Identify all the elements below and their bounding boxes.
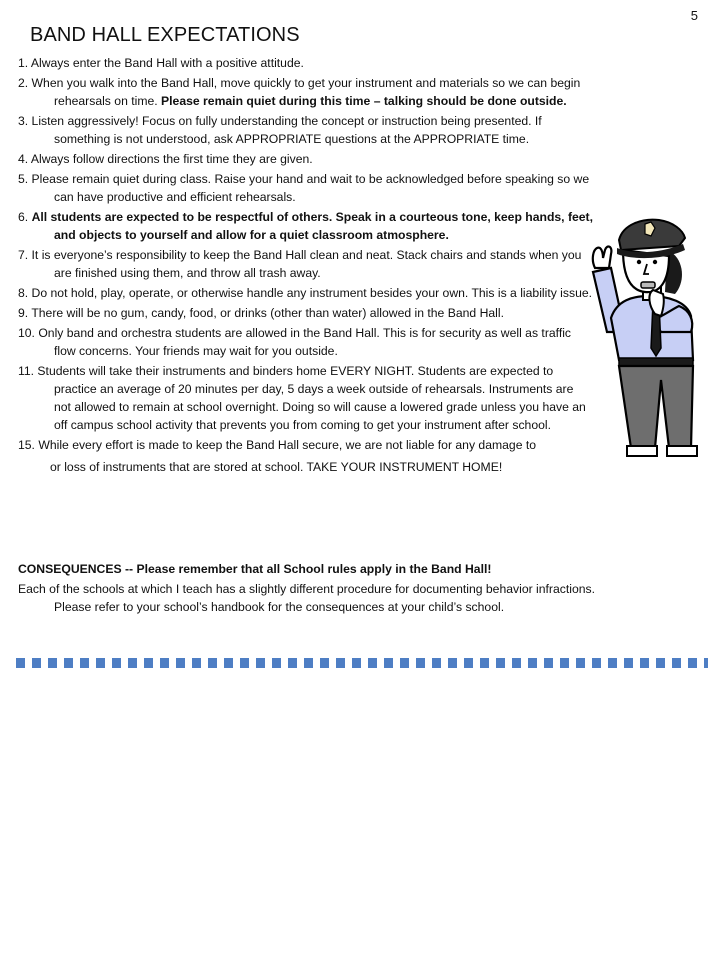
expectations-list xyxy=(18,54,593,478)
page-title: BAND HALL EXPECTATIONS xyxy=(30,24,300,46)
rule-item: 4. Always follow directions the first time they are given. xyxy=(18,152,313,166)
rule-item: 3. Listen aggressively! Focus on fully understanding the concept or instruction being presented. If something is not understood, ask APPROPRIATE questions at the APPROPRIATE time. xyxy=(18,114,542,146)
police-officer-icon xyxy=(583,210,713,465)
rule-item: 11. Students will take their instruments and binders home EVERY NIGHT. Students are expected to practice an average of 20 minutes per day, 5 days a week outside of rehearsals. Instruments are not allowed to remain at school overnight. Doing so will cause a lowered grade unless you have an off campus school activity that prevents you from coming to get your instrument after school. xyxy=(18,364,586,432)
consequences-section xyxy=(18,560,603,616)
rule-item: 6. All students are expected to be respectful of others. Speak in a courteous tone, keep hands, feet, and objects to yourself and allow for a quiet classroom atmosphere. xyxy=(18,210,594,242)
consequences-heading: CONSEQUENCES -- Please remember that all School rules apply in the Band Hall! xyxy=(18,562,492,576)
consequences-text: Each of the schools at which I teach has a slightly different procedure for documenting behavior infractions. Please refer to your school’s handbook for the consequences at your child’s school. xyxy=(18,582,595,614)
dotted-divider xyxy=(16,658,708,668)
rule-item: 5. Please remain quiet during class. Raise your hand and wait to be acknowledged before speaking so we can have productive and efficient rehearsals. xyxy=(18,172,590,204)
rule-item: 1. Always enter the Band Hall with a positive attitude. xyxy=(18,56,304,70)
rule-item: 10. Only band and orchestra students are allowed in the Band Hall. This is for security as well as traffic flow concerns. Your friends may wait for you outside. xyxy=(18,326,572,358)
rule-item: 15. While every effort is made to keep the Band Hall secure, we are not liable for any damage to or loss of instruments that are stored at school. TAKE YOUR INSTRUMENT HOME! xyxy=(18,438,537,474)
page-number: 5 xyxy=(690,8,698,23)
rule-item: 9. There will be no gum, candy, food, or drinks (other than water) allowed in the Band Hall. xyxy=(18,306,504,320)
rule-item: 7. It is everyone’s responsibility to keep the Band Hall clean and neat. Stack chairs and stands when you are finished using them, and throw all trash away. xyxy=(18,248,582,280)
rule-item: 8. Do not hold, play, operate, or otherwise handle any instrument besides your own. This is a liability issue. xyxy=(18,286,593,300)
rule-item: 2. When you walk into the Band Hall, move quickly to get your instrument and materials so we can begin rehearsals on time. Please remain quiet during this time – talking should be done outside. xyxy=(18,76,581,108)
